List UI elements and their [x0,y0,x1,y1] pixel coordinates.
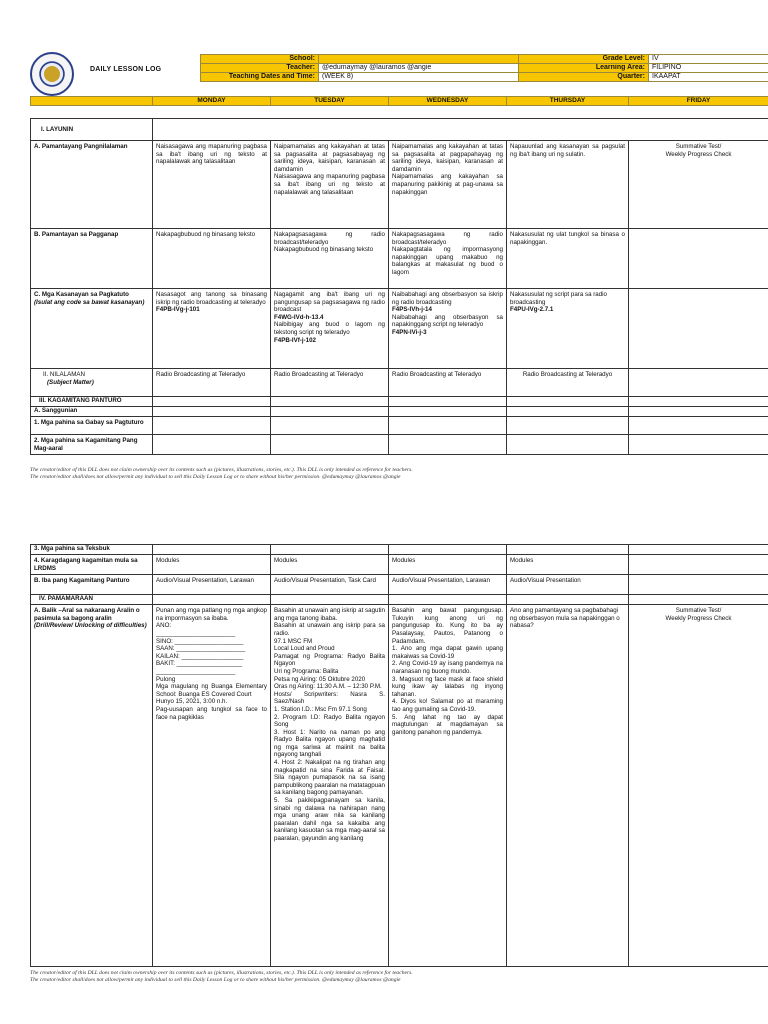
lrdms-wednesday: Modules [389,555,507,575]
balik-mon-line: SINO: ____________________ [156,637,244,645]
balik-mon-line: Punan ang mga patlang ng mga angkop na impormasyon sa ibaba. [156,607,267,622]
balik-tuesday [271,605,389,967]
ks-tuesday-code: F4WG-IVd-h-13.4 [274,313,324,321]
ks-wednesday-text: Naibabahagi ang obserbasyon sa iskrip ng radio broadcasting [392,291,503,306]
kagamitan-heading: III. KAGAMITANG PANTURO [31,397,153,407]
area-value: FILIPINO [649,64,768,73]
pp-tuesday: Naipamamalas ang kakayahan at tatas sa pagsasalita at pagsasabayag ng sariling ideya, kaisipan, karanasan at damdamin Naisasagawa ang mapanuring pagbasa sa iba't ibang uri ng teksto at napalalawak ang talasalitaan [271,141,389,229]
footer-line-1: The creator/editor of this DLL does not claim ownership over its contents such as (pictures, illustrations, stories, etc.). This DLL is only intended as reference for teachers. [30,970,413,976]
balik-tue-line: Petsa ng Airing: 05 Oktubre 2020 [274,675,366,683]
ks-wednesday-code2: F4PN-IVi-j-3 [392,328,427,336]
balik-tue-line: Uri ng Programa: Balita [274,667,339,675]
lrdms-monday: Modules [153,555,271,575]
footer-line-2: The creator/editor shall/does not allow/permit any individual to sell this Daily Lesson Log or to share without his/her permission. @edumaymay @lauramos @angie [30,474,401,480]
pg-tuesday: Nakapagsasagawa ng radio broadcast/teleradyo Nakapagbubuod ng binasang teksto [271,229,389,289]
balik-tue-line: 3. Host 1: Narito na naman po ang Radyo Balita ngayon upang maghatid ng mga sariwa at maiinit na balita ngayong tanghali [274,728,385,759]
nilalaman-monday: Radio Broadcasting at Teleradyo [153,369,271,397]
balik-wed-line: 3. Magsuot ng face mask at face shield kung ikaw ay lalabas ng inyong tahanan. [392,675,503,698]
balik-mon-line: Pulong [156,675,176,683]
dates-value: (WEEK 8) [319,73,519,82]
lrdms-tuesday: Modules [271,555,389,575]
quarter-value: IKAAPAT [649,73,768,82]
balik-mon-line: ANO: [156,622,172,630]
nilalaman-sub: (Subject Matter) [47,378,94,386]
ks-wednesday [389,289,507,369]
kagamitang-magaaral-label: 2. Mga pahina sa Kagamitang Pang Mag-aaral [31,435,153,455]
balik-tue-line: 1. Station I.D.: Msc Fm 97.1 Song [274,705,367,713]
balik-friday: Summative Test/ Weekly Progress Check [629,605,768,967]
ks-friday [629,289,768,369]
balik-label-cell [31,605,153,967]
balik-mon-line: _______________________ [156,667,236,675]
pp-friday: Summative Test/ Weekly Progress Check [629,141,768,229]
grade-label: Grade Level: [519,55,649,64]
weekday-header [30,96,768,106]
iba-tuesday: Audio/Visual Presentation, Task Card [271,575,389,595]
ks-tuesday-text: Nagagamit ang iba't ibang uri ng pangungusap sa pagsasagawa ng radio broadcast [274,291,385,314]
balik-wed-line: 1. Ano ang mga dapat gawin upang makaiwas sa Covid-19 [392,645,503,660]
balik-mon-line: KAILAN: __________________ [156,652,244,660]
balik-mon-line: Pag-uusapan ang tungkol sa face to face na pagkiklas [156,705,267,721]
balik-label: A. Balik –Aral sa nakaraang Aralin o pasimula sa bagong aralin [34,607,140,622]
balik-mon-line: SAAN: ____________________ [156,645,246,653]
pp-monday: Naisasagawa ang mapanuring pagbasa sa iba't ibang uri ng teksto at napalalawak ang talasalitaan [153,141,271,229]
teacher-value: @edumaymay @lauramos @angie [319,64,519,73]
school-seal-logo [30,52,74,96]
balik-wed-line: 5. Ang lahat ng tao ay dapat magtulungan at magdamayan sa ganitong panahon ng pandemya. [392,713,503,736]
weekday-blank [31,97,153,106]
pamantayan-pagganap-label: B. Pamantayan sa Pagganap [31,229,153,289]
teksbuk-label: 3. Mga pahina sa Teksbuk [31,545,153,555]
footer-line-1: The creator/editor of this DLL does not claim ownership over its contents such as (pictures, illustrations, stories, etc.). This DLL is only intended as reference for teachers. [30,467,413,473]
day-monday: MONDAY [153,97,271,106]
balik-wed-line: 4. Diyos ko! Salamat po at maraming tao ang gumaling sa Covid-19. [392,698,503,713]
gabay-label: 1. Mga pahina sa Gabay sa Pagtuturo [31,417,153,435]
pg-monday: Nakapagbubuod ng binasang teksto [153,229,271,289]
kasanayan-sublabel: (Isulat ang code sa bawat kasanayan) [34,298,145,306]
nilalaman-label-cell [31,369,153,397]
pg-thursday: Nakasusulat ng ulat tungkol sa binasa o napakinggan. [507,229,629,289]
balik-wed-line: Basahin ang bawat pangungusap. Tukuyin kung anong uri ng pangungusap ito. Kung ito ba ay Pasalaysay, Pautos, Patanong o Padamdam. [392,607,503,645]
balik-mon-line: BAKIT: ___________________ [156,660,243,668]
dll-title: DAILY LESSON LOG [90,66,162,73]
iba-thursday: Audio/Visual Presentation [507,575,629,595]
school-value [319,55,519,64]
balik-tue-line: Basahin at unawain ang iskrip at sagutin ang mga tanong ibaba. [274,607,385,622]
balik-tue-line: Local Loud and Proud [274,645,335,653]
ks-monday-text: Nasasagot ang tanong sa binasang iskrip ng radio broadcasting at teleradyo [156,291,267,306]
nilalaman-tuesday: Radio Broadcasting at Teleradyo [271,369,389,397]
ks-tuesday [271,289,389,369]
ks-wednesday-text2: Naibabahagi ang obserbasyon sa napakinggang script ng teleradyo [392,313,503,329]
balik-tue-line: 4. Host 2: Nakalipat na ng tirahan ang magkapatid na sina Farida at Faisal. Sila ngayon pumapasok na sa isang pampublikong paaralan na matatagpuan sa kanilang bagong pamayanan. [274,759,385,797]
balik-tue-line: Hosts/ Scripwriters: Nasra S. Saez/Nash [274,690,385,706]
layunin-blank [153,119,768,141]
pamamaraan-heading: IV. PAMAMARAAN [31,595,153,605]
lesson-grid-page1 [30,118,768,455]
ks-tuesday-code2: F4PB-IVf-j-102 [274,336,316,344]
teacher-label: Teacher: [201,64,319,73]
area-label: Learning Area: [519,64,649,73]
footer-line-2: The creator/editor shall/does not allow/permit any individual to sell this Daily Lesson Log or to share without his/her permission. @edumaymay @lauramos @angie [30,977,401,983]
footer-disclaimer-1 [30,467,413,481]
nilalaman-wednesday: Radio Broadcasting at Teleradyo [389,369,507,397]
iba-label: B. Iba pang Kagamitang Panturo [31,575,153,595]
balik-tue-line: Basahin at unawain ang iskrip para sa radio. [274,622,385,637]
lrdms-label: 4. Karagdagang kagamitan mula sa LRDMS [31,555,153,575]
balik-tue-line: 2. Program I.D: Radyo Balita ngayon Song [274,713,385,729]
balik-tue-line: 97.1 MSC FM [274,637,313,645]
kasanayan-label: C. Mga Kasanayan sa Pagkatuto [34,291,129,298]
nilalaman-label: II. NILALAMAN [43,371,85,378]
ks-thursday [507,289,629,369]
nilalaman-friday [629,369,768,397]
balik-tue-line: Oras ng Airing: 11:30 A.M. – 12:30 P.M. [274,683,382,691]
pp-thursday: Napauunlad ang kasanayan sa pagsulat ng iba't ibang uri ng sulatin. [507,141,629,229]
balik-wednesday [389,605,507,967]
day-wednesday: WEDNESDAY [389,97,507,106]
ks-monday [153,289,271,369]
ks-tuesday-text2: Naibibigay ang buod o lagom ng tekstong script ng teleradyo [274,321,385,336]
day-thursday: THURSDAY [507,97,629,106]
balik-tue-line: 5. Sa pakikipagpanayam sa kanila, sinabi ng dalawa na nahirapan nang mga unang araw nila sa kanilang paaralan dahil nga sa kakaiba ang kanilang kasuotan sa mga mag-aaral sa paaralan, gayundin ang kanilang [274,797,385,842]
balik-monday [153,605,271,967]
dates-label: Teaching Dates and Time: [201,73,319,82]
lrdms-thursday: Modules [507,555,629,575]
balik-sub: (Drill/Review/ Unlocking of difficulties) [34,622,147,630]
pp-wednesday: Naipamamalas ang kakayahan at tatas sa pagsasalita at pagpapahayag ng sariling ideya, kaisipan, karanasan at damdamin Naipamamalas ang kakayahan sa mapanuring pakikinig at pag-unawa sa napakinggan [389,141,507,229]
day-friday: FRIDAY [629,97,768,106]
pg-wednesday: Nakapagsasagawa ng radio broadcast/teleradyo Nakapagtatala ng impormasyong napakinggan upang makabuo ng balangkas at makasulat ng buod o lagom [389,229,507,289]
kasanayan-label-cell [31,289,153,369]
ks-thursday-text: Nakasusulat ng script para sa radio broadcasting [510,291,607,306]
header-info-table [200,54,768,82]
iba-wednesday: Audio/Visual Presentation, Larawan [389,575,507,595]
iba-monday: Audio/Visual Presentation, Larawan [153,575,271,595]
ks-monday-code: F4PB-IVg-j-101 [156,306,200,314]
nilalaman-thursday: Radio Broadcasting at Teleradyo [507,369,629,397]
school-label: School: [201,55,319,64]
pg-friday [629,229,768,289]
lesson-grid-page2 [30,544,768,967]
ks-wednesday-code: F4PS-IVh-j-14 [392,306,432,314]
ks-thursday-code: F4PU-IVg-2.7.1 [510,306,554,314]
balik-tue-line: Pamagat ng Programa: Radyo Balita Ngayon [274,652,385,668]
layunin-heading: I. LAYUNIN [31,119,153,141]
day-tuesday: TUESDAY [271,97,389,106]
sanggunian-label: A. Sanggunian [31,407,153,417]
balik-mon-line: _______________________ [156,629,236,637]
quarter-label: Quarter: [519,73,649,82]
pamantayang-pangnilalaman-label: A. Pamantayang Pangnilalaman [31,141,153,229]
balik-thursday: Ano ang pamantayang sa pagbabahagi ng obserbasyon mula sa napakinggan o nabasa? [507,605,629,967]
balik-mon-line: Hunyo 15, 2021, 3:00 n.h. [156,698,228,706]
balik-mon-line: Mga magulang ng Buanga Elementary School: Buanga ES Covered Court [156,683,267,698]
footer-disclaimer-2 [30,970,413,984]
grade-value: IV [649,55,768,64]
balik-wed-line: 2. Ang Covid-19 ay isang pandemya na naranasan ng buong mundo. [392,660,503,675]
